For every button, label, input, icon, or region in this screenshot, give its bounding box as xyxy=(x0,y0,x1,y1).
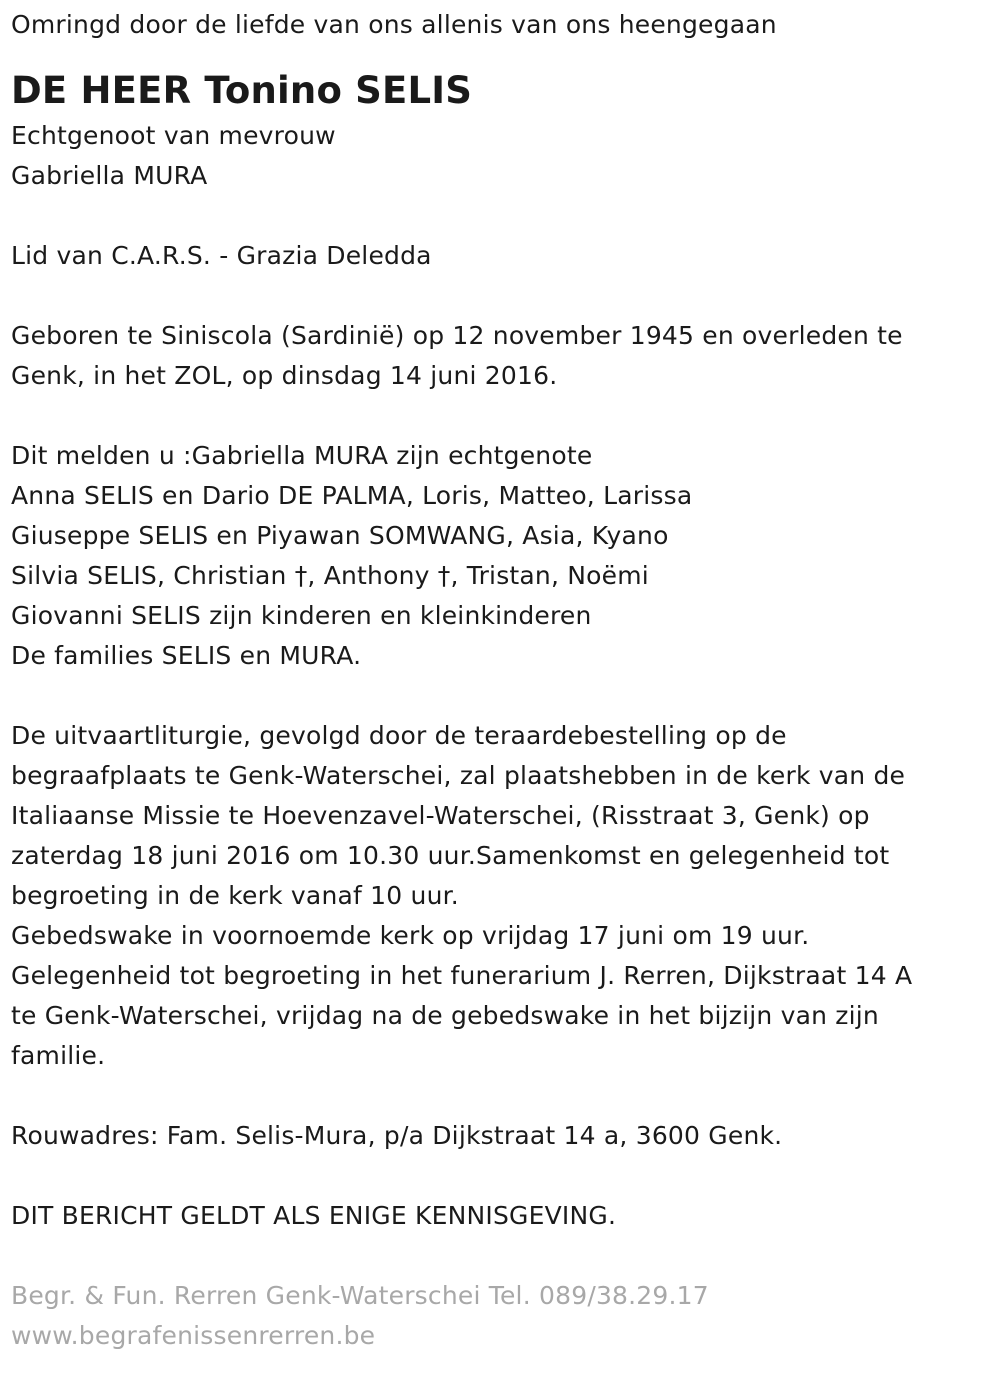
ceremony-line: Gebedswake in voornoemde kerk op vrijdag 17 juni om 19 uur. xyxy=(11,921,810,950)
ceremony-block xyxy=(11,716,991,1076)
deceased-name: DE HEER Tonino SELIS xyxy=(11,69,473,112)
ceremony-line: familie. xyxy=(11,1041,106,1070)
birth-death-line: Genk, in het ZOL, op dinsdag 14 juni 2016. xyxy=(11,361,558,390)
spouse-line: Echtgenoot van mevrouw xyxy=(11,121,336,150)
birth-death-line: Geboren te Siniscola (Sardinië) op 12 november 1945 en overleden te xyxy=(11,321,903,350)
birth-death-block xyxy=(11,316,991,396)
spouse-name: Gabriella MURA xyxy=(11,161,208,190)
mourning-address: Rouwadres: Fam. Selis-Mura, p/a Dijkstraat 14 a, 3600 Genk. xyxy=(11,1121,783,1150)
ceremony-line: te Genk-Waterschei, vrijdag na de gebedswake in het bijzijn van zijn xyxy=(11,1001,879,1030)
family-line: Silvia SELIS, Christian †, Anthony †, Tristan, Noëmi xyxy=(11,561,649,590)
ceremony-line: Gelegenheid tot begroeting in het funerarium J. Rerren, Dijkstraat 14 A xyxy=(11,961,913,990)
funeral-company: Begr. & Fun. Rerren Genk-Waterschei Tel. 089/38.29.17 xyxy=(11,1281,709,1310)
family-line: Giuseppe SELIS en Piyawan SOMWANG, Asia, Kyano xyxy=(11,521,669,550)
website-link[interactable]: www.begrafenissenrerren.be xyxy=(11,1321,376,1350)
footer xyxy=(11,1276,991,1356)
membership-text: Lid van C.A.R.S. - Grazia Deledda xyxy=(11,241,432,270)
ceremony-line: zaterdag 18 juni 2016 om 10.30 uur.Samenkomst en gelegenheid tot xyxy=(11,841,890,870)
spouse-block xyxy=(11,116,991,196)
intro-text: Omringd door de liefde van ons allenis van ons heengegaan xyxy=(11,10,777,39)
family-line: Giovanni SELIS zijn kinderen en kleinkinderen xyxy=(11,601,592,630)
ceremony-line: De uitvaartliturgie, gevolgd door de teraardebestelling op de xyxy=(11,721,787,750)
family-line: Dit melden u :Gabriella MURA zijn echtgenote xyxy=(11,441,593,470)
notice-text: DIT BERICHT GELDT ALS ENIGE KENNISGEVING. xyxy=(11,1201,617,1230)
death-notice xyxy=(11,0,991,1356)
ceremony-line: Italiaanse Missie te Hoevenzavel-Waterschei, (Risstraat 3, Genk) op xyxy=(11,801,870,830)
ceremony-line: begraafplaats te Genk-Waterschei, zal plaatshebben in de kerk van de xyxy=(11,761,906,790)
family-line: De families SELIS en MURA. xyxy=(11,641,362,670)
ceremony-line: begroeting in de kerk vanaf 10 uur. xyxy=(11,881,459,910)
family-line: Anna SELIS en Dario DE PALMA, Loris, Matteo, Larissa xyxy=(11,481,693,510)
family-block xyxy=(11,436,991,676)
